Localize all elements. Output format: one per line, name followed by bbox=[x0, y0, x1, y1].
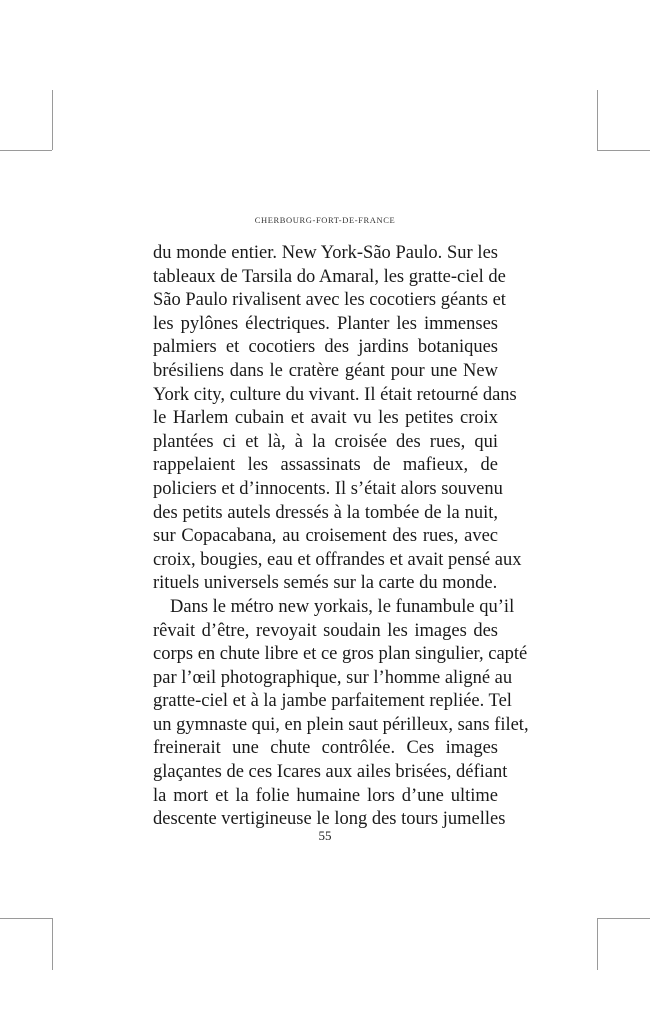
text-line: par l’œil photographique, sur l’homme aligné au bbox=[153, 667, 513, 688]
text-line: gratte-ciel et à la jambe parfaitement repliée. Tel bbox=[153, 691, 512, 712]
page-number: 55 bbox=[318, 828, 332, 843]
paragraph bbox=[153, 596, 529, 832]
text-line: descente vertigineuse le long des tours jumelles bbox=[153, 809, 506, 830]
text-line: du monde entier. New York-São Paulo. Sur les bbox=[153, 243, 498, 263]
text-line: rêvait d’être, revoyait soudain les images des bbox=[153, 620, 498, 641]
text-line: la mort et la folie humaine lors d’une ultime bbox=[153, 785, 498, 806]
text-line: un gymnaste qui, en plein saut périlleux, sans filet, bbox=[153, 714, 529, 735]
crop-mark-bottom-right-vertical bbox=[597, 918, 598, 970]
text-line: corps en chute libre et ce gros plan singulier, capté bbox=[153, 644, 528, 665]
text-line: croix, bougies, eau et offrandes et avait pensé aux bbox=[153, 549, 522, 570]
crop-mark-top-left-vertical bbox=[52, 90, 53, 150]
text-line: freinerait une chute contrôlée. Ces images bbox=[153, 738, 498, 759]
text-line: York city, culture du vivant. Il était retourné dans bbox=[153, 384, 517, 405]
crop-mark-bottom-right-horizontal bbox=[597, 918, 650, 919]
paragraph bbox=[153, 242, 522, 596]
crop-mark-top-left-horizontal bbox=[0, 150, 52, 151]
text-line: rituels universels semés sur la carte du monde. bbox=[153, 573, 498, 594]
text-line: policiers et d’innocents. Il s’était alors souvenu bbox=[153, 478, 503, 499]
text-line: plantées ci et là, à la croisée des rues, qui bbox=[153, 431, 498, 452]
text-line: brésiliens dans le cratère géant pour une New bbox=[153, 360, 498, 381]
text-line: tableaux de Tarsila do Amaral, les gratte-ciel de bbox=[153, 266, 506, 287]
crop-mark-top-right-vertical bbox=[597, 90, 598, 150]
text-line: les pylônes électriques. Planter les immenses bbox=[153, 313, 498, 334]
text-line: des petits autels dressés à la tombée de la nuit, bbox=[153, 502, 498, 523]
text-line: le Harlem cubain et avait vu les petites croix bbox=[153, 408, 498, 429]
crop-mark-top-right-horizontal bbox=[597, 150, 650, 151]
crop-mark-bottom-left-vertical bbox=[52, 918, 53, 970]
crop-mark-bottom-left-horizontal bbox=[0, 918, 52, 919]
body-text bbox=[153, 242, 529, 832]
text-line: rappelaient les assassinats de mafieux, de bbox=[153, 455, 498, 476]
running-head: CHERBOURG-FORT-DE-FRANCE bbox=[254, 215, 396, 225]
text-line: sur Copacabana, au croisement des rues, avec bbox=[153, 526, 498, 547]
text-line: palmiers et cocotiers des jardins botaniques bbox=[153, 337, 498, 358]
text-line: São Paulo rivalisent avec les cocotiers géants et bbox=[153, 290, 506, 311]
text-line: glaçantes de ces Icares aux ailes brisées, défiant bbox=[153, 762, 508, 783]
text-line: Dans le métro new yorkais, le funambule qu’il bbox=[170, 596, 515, 617]
